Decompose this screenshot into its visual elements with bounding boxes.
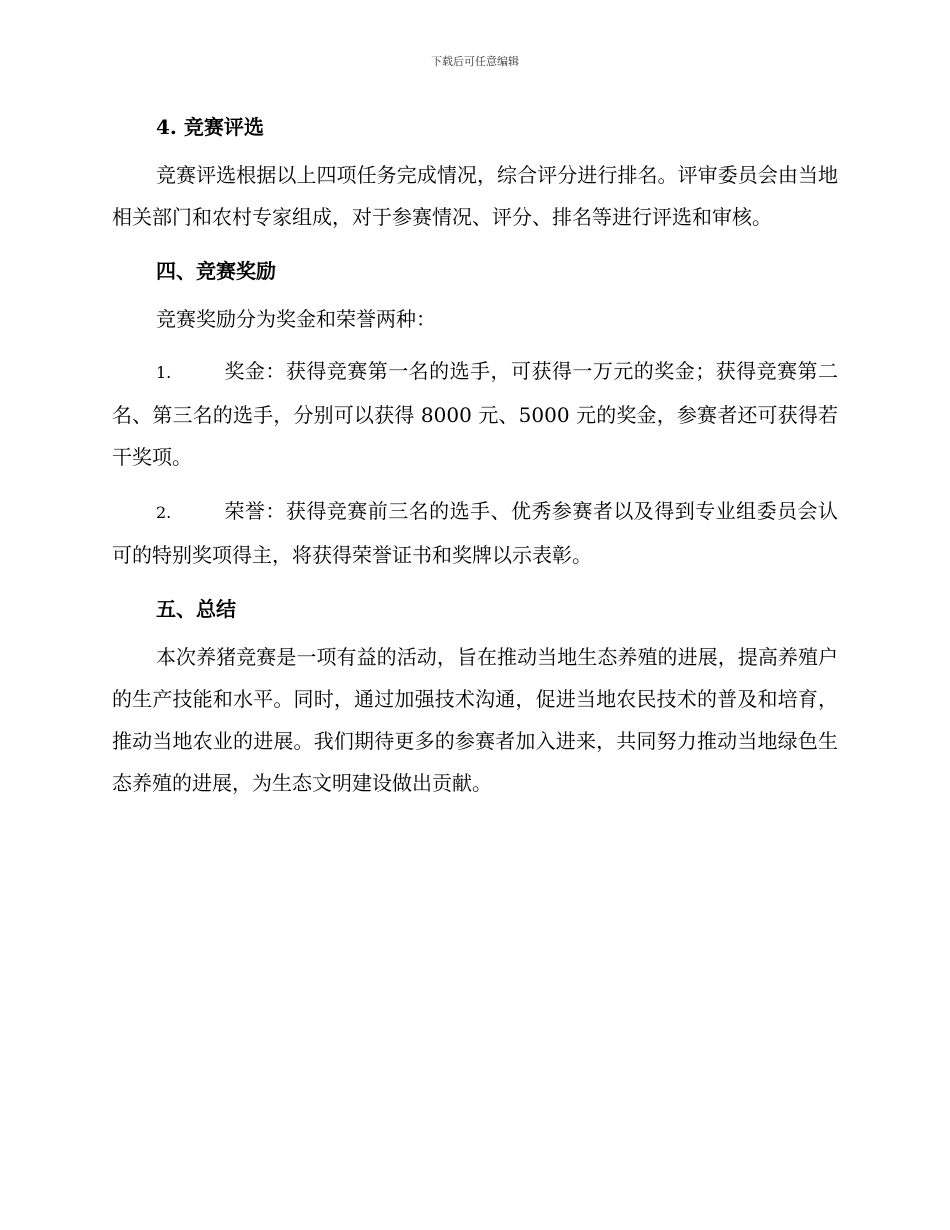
- section-heading-competition-judging: 4. 竞赛评选: [156, 115, 264, 139]
- list-number: 2.: [156, 503, 172, 522]
- paragraph-summary: 本次养猪竞赛是一项有益的活动，旨在推动当地生态养殖的进展，提高养殖户的生产技能和水平。同时，通过加强技术沟通，促进当地农民技术的普及和培育，推动当地农业的进展。我们期待更多的参赛者加入进来，共同努力推动当地绿色生态养殖的进展，为生态文明建设做出贡献。: [112, 645, 838, 795]
- list-number: 1.: [156, 363, 172, 382]
- paragraph-awards-intro: 竞赛奖励分为奖金和荣誉两种：: [156, 307, 436, 331]
- list-item-prize-money: [112, 350, 838, 478]
- paragraph-judging: 竞赛评选根据以上四项任务完成情况，综合评分进行排名。评审委员会由当地相关部门和农村专家组成，对于参赛情况、评分、排名等进行评选和审核。: [112, 163, 838, 229]
- document-body: [112, 112, 838, 804]
- section-heading-awards: 四、竞赛奖励: [156, 259, 276, 283]
- list-item-text: 奖金：获得竞赛第一名的选手，可获得一万元的奖金；获得竞赛第二名、第三名的选手，分别可以获得 8000 元、5000 元的奖金，参赛者还可获得若干奖项。: [112, 359, 838, 469]
- list-item-text: 荣誉：获得竞赛前三名的选手、优秀参赛者以及得到专业组委员会认可的特别奖项得主，将获得荣誉证书和奖牌以示表彰。: [112, 499, 838, 567]
- section-heading-summary: 五、总结: [156, 597, 236, 621]
- page-header: 下载后可任意编辑: [431, 55, 519, 68]
- list-item-honor: [112, 490, 838, 576]
